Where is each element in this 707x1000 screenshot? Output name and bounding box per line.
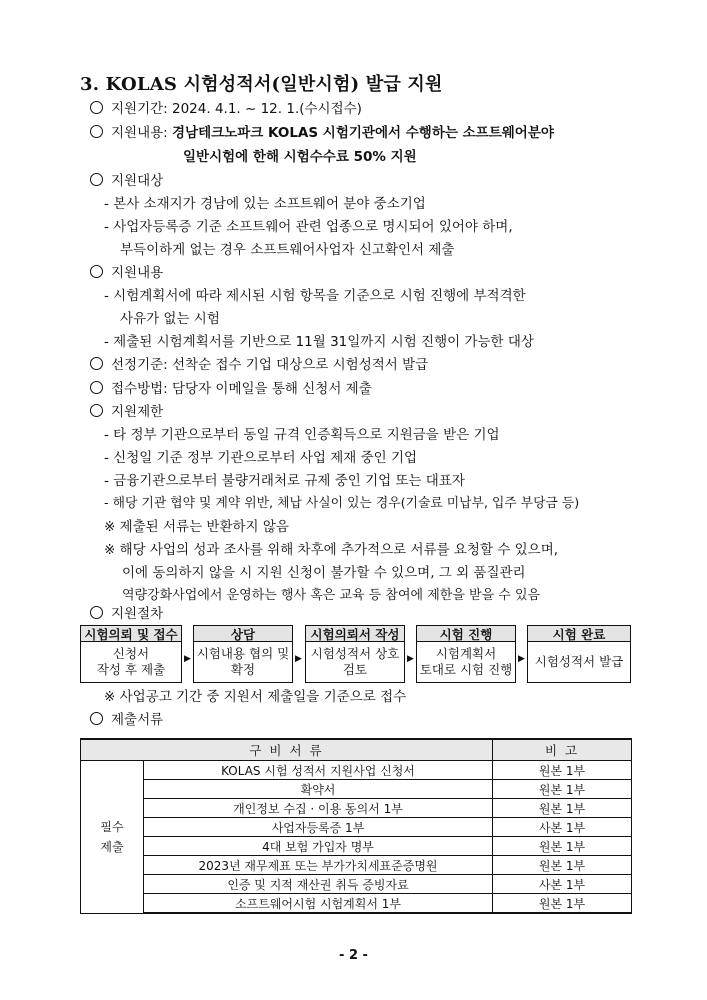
table-row <box>81 780 632 799</box>
doc-cell: 개인정보 수집 · 이용 동의서 1부 <box>144 799 493 818</box>
table-row <box>81 856 632 875</box>
doc-cell: 소프트웨어시험 시험계획서 1부 <box>144 894 493 914</box>
line-restrict-1: - 타 정부 기관으로부터 동일 규격 인증획득으로 지원금을 받은 기업 <box>104 427 500 443</box>
note-cell: 원본 1부 <box>493 837 632 856</box>
line-target-1: - 본사 소재지가 경남에 있는 소프트웨어 분야 중소기업 <box>104 196 426 212</box>
note-cell: 원본 1부 <box>493 894 632 914</box>
note-cell: 원본 1부 <box>493 780 632 799</box>
circle-bullet-icon <box>90 173 103 186</box>
note-cell: 원본 1부 <box>493 761 632 780</box>
header-docs: 구 비 서 류 <box>81 739 493 761</box>
flow-note: ※ 사업공고 기간 중 지원서 제출일을 기준으로 접수 <box>104 689 407 705</box>
line-note-2: ※ 해당 사업의 성과 조사를 위해 차후에 추가적으로 서류를 요청할 수 있으며, <box>104 542 559 558</box>
line-target-title: 지원대상 <box>90 172 163 190</box>
arrow-right-icon: ▶ <box>518 654 525 664</box>
doc-cell: 확약서 <box>144 780 493 799</box>
doc-cell: 2023년 재무제표 또는 부가가치세표준증명원 <box>144 856 493 875</box>
flow-step-5-title: 시험 완료 <box>527 625 631 642</box>
flow-step-5-body: 시험성적서 발급 <box>527 642 631 683</box>
note-cell: 사본 1부 <box>493 875 632 894</box>
line-content: 지원내용: 경남테크노파크 KOLAS 시험기관에서 수행하는 소프트웨어분야 <box>90 124 554 142</box>
section-heading: 3. KOLAS 시험성적서(일반시험) 발급 지원 <box>80 74 443 95</box>
arrow-right-icon: ▶ <box>407 654 414 664</box>
group-label: 필수 제출 <box>81 761 144 914</box>
line-restrict-4: - 해당 기관 협약 및 계약 위반, 체납 사실이 있는 경우(기술료 미납부, 입주 부당금 등) <box>104 496 580 511</box>
flow-step-4-title: 시험 진행 <box>416 625 516 642</box>
circle-bullet-icon <box>90 125 103 138</box>
flow-step-3-title: 시험의뢰서 작성 <box>305 625 405 642</box>
flow-step-3-body: 시험성적서 상호 검토 <box>305 642 405 683</box>
line-content-cont: 일반시험에 한해 시험수수료 50% 지원 <box>183 149 417 165</box>
line-scope-2: - 제출된 시험계획서를 기반으로 11월 31일까지 시험 진행이 가능한 대상 <box>104 334 534 350</box>
doc-cell: 사업자등록증 1부 <box>144 818 493 837</box>
table-row <box>81 799 632 818</box>
circle-bullet-icon <box>90 712 103 725</box>
line-note-2-cont2: 역량강화사업에서 운영하는 행사 혹은 교육 등 참여에 제한을 받을 수 있음 <box>122 588 541 603</box>
documents-table <box>80 738 632 914</box>
line-target-2-cont: 부득이하게 없는 경우 소프트웨어사업자 신고확인서 제출 <box>120 242 455 258</box>
note-cell: 원본 1부 <box>493 856 632 875</box>
line-note-2-cont1: 이에 동의하지 않을 시 지원 신청이 불가할 수 있으며, 그 외 품질관리 <box>122 565 526 581</box>
line-docs-title: 제출서류 <box>90 711 163 729</box>
line-period: 지원기간: 2024. 4.1. ~ 12. 1.(수시접수) <box>90 100 362 118</box>
page-number: - 2 - <box>339 948 368 963</box>
flow-step-2-body: 시험내용 협의 및 확정 <box>193 642 293 683</box>
note-cell: 사본 1부 <box>493 818 632 837</box>
line-restrict-title: 지원제한 <box>90 403 163 421</box>
line-restrict-3: - 금융기관으로부터 불량거래처로 규제 중인 기업 또는 대표자 <box>104 473 465 489</box>
line-target-2: - 사업자등록증 기준 소프트웨어 관련 업종으로 명시되어 있어야 하며, <box>104 219 513 235</box>
line-method: 접수방법: 담당자 이메일을 통해 신청서 제출 <box>90 380 372 398</box>
note-cell: 원본 1부 <box>493 799 632 818</box>
line-scope-title: 지원내용 <box>90 264 163 282</box>
line-procedure-title: 지원절차 <box>90 605 163 623</box>
table-row <box>81 818 632 837</box>
doc-cell: 4대 보험 가입자 명부 <box>144 837 493 856</box>
table-row <box>81 837 632 856</box>
circle-bullet-icon <box>90 357 103 370</box>
header-note: 비 고 <box>493 739 632 761</box>
circle-bullet-icon <box>90 265 103 278</box>
table-row <box>81 761 632 780</box>
flow-step-1-title: 시험의뢰 및 접수 <box>80 625 182 642</box>
line-scope-1: - 시험계획서에 따라 제시된 시험 항목을 기준으로 시험 진행에 부적격한 <box>104 288 526 304</box>
table-row <box>81 875 632 894</box>
flow-step-4-body: 시험계획서 토대로 시험 진행 <box>416 642 516 683</box>
doc-cell: KOLAS 시험 성적서 지원사업 신청서 <box>144 761 493 780</box>
circle-bullet-icon <box>90 101 103 114</box>
doc-cell: 인증 및 지적 재산권 취득 증빙자료 <box>144 875 493 894</box>
arrow-right-icon: ▶ <box>295 654 302 664</box>
line-note-1: ※ 제출된 서류는 반환하지 않음 <box>104 519 289 535</box>
circle-bullet-icon <box>90 404 103 417</box>
circle-bullet-icon <box>90 606 103 619</box>
line-restrict-2: - 신청일 기준 정부 기관으로부터 사업 제재 중인 기업 <box>104 450 418 466</box>
arrow-right-icon: ▶ <box>184 654 191 664</box>
flow-step-2-title: 상담 <box>193 625 293 642</box>
table-row <box>81 894 632 914</box>
flow-step-1-body: 신청서 작성 후 제출 <box>80 642 182 683</box>
line-scope-1-cont: 사유가 없는 시험 <box>120 311 220 327</box>
circle-bullet-icon <box>90 381 103 394</box>
table-header-row <box>81 739 632 761</box>
line-selection: 선정기준: 선착순 접수 기업 대상으로 시험성적서 발급 <box>90 356 428 374</box>
